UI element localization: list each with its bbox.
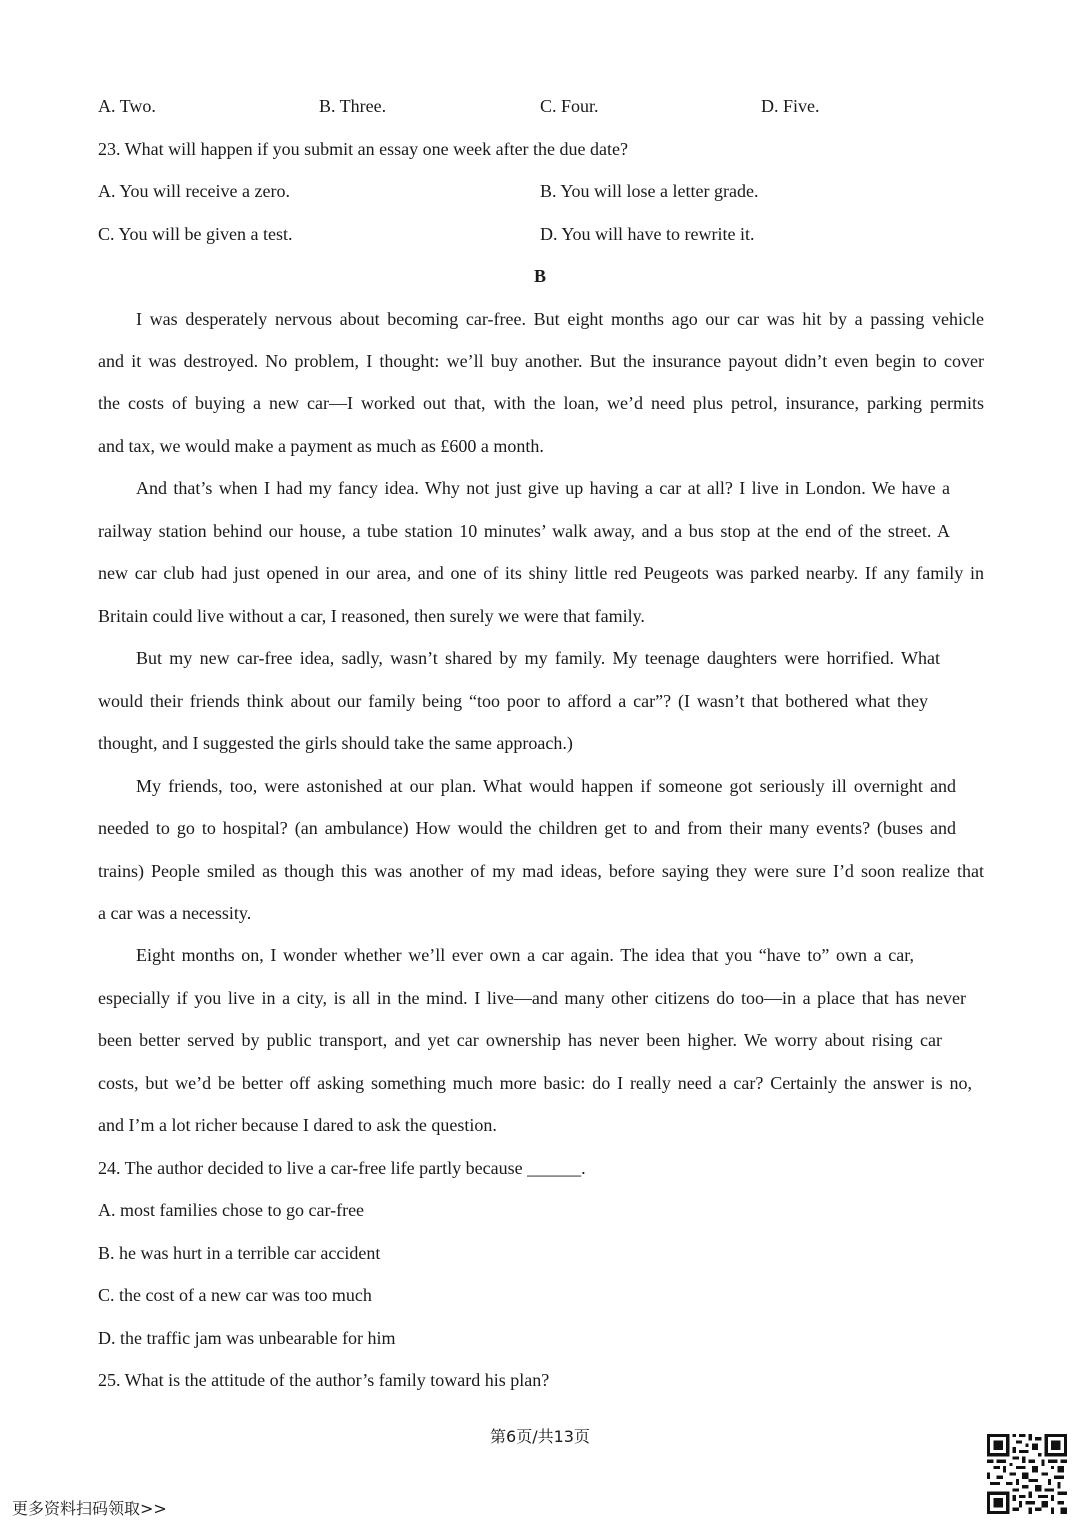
q23-option-a: A. You will receive a zero. xyxy=(98,181,290,201)
passage-line: And that’s when I had my fancy idea. Why not just give up having a car at all? I live in London. We have a xyxy=(136,478,950,498)
q22-option-c: C. Four. xyxy=(540,96,599,116)
q22-option-d: D. Five. xyxy=(761,96,820,116)
q24-option-b: B. he was hurt in a terrible car accident xyxy=(98,1243,381,1263)
q23-option-b: B. You will lose a letter grade. xyxy=(540,181,759,201)
passage-line: trains) People smiled as though this was another of my mad ideas, before saying they were sure I’d soon realize that xyxy=(98,861,984,881)
q24-option-a: A. most families chose to go car-free xyxy=(98,1200,365,1220)
passage-line: Britain could live without a car, I reasoned, then surely we were that family. xyxy=(98,606,645,626)
passage-line: and it was destroyed. No problem, I thought: we’ll buy another. But the insurance payout didn’t even begin to cover xyxy=(98,351,984,371)
passage-line: new car club had just opened in our area, and one of its shiny little red Peugeots was parked nearby. If any family in xyxy=(98,563,984,583)
passage-line: thought, and I suggested the girls should take the same approach.) xyxy=(98,733,573,753)
q22-option-a: A. Two. xyxy=(98,96,156,116)
passage-line: been better served by public transport, and yet car ownership has never been higher. We worry about rising car xyxy=(98,1030,942,1050)
passage-line: especially if you live in a city, is all in the mind. I live—and many other citizens do too—in a place that has never xyxy=(98,988,966,1008)
section-heading: B xyxy=(533,266,546,286)
more-materials-link[interactable]: 更多资料扫码领取>> xyxy=(12,1499,167,1518)
q22-option-b: B. Three. xyxy=(319,96,387,116)
passage-line: needed to go to hospital? (an ambulance) How would the children get to and from their many events? (buses and xyxy=(98,818,956,838)
passage-line: railway station behind our house, a tube station 10 minutes’ walk away, and a bus stop at the end of the street. A xyxy=(98,521,950,541)
q23-question: 23. What will happen if you submit an essay one week after the due date? xyxy=(98,139,628,159)
passage-line: a car was a necessity. xyxy=(98,903,252,923)
q23-option-c: C. You will be given a test. xyxy=(98,224,293,244)
passage-line: would their friends think about our family being “too poor to afford a car”? (I wasn’t that bothered what they xyxy=(98,691,928,711)
passage-line: Eight months on, I wonder whether we’ll ever own a car again. The idea that you “have to” own a car, xyxy=(136,945,914,965)
page-number: 第6页/共13页 xyxy=(490,1427,590,1446)
passage-line: and tax, we would make a payment as much as £600 a month. xyxy=(98,436,544,456)
passage-line: But my new car-free idea, sadly, wasn’t shared by my family. My teenage daughters were horrified. What xyxy=(136,648,940,668)
q24-option-d: D. the traffic jam was unbearable for him xyxy=(98,1328,396,1348)
passage-line: I was desperately nervous about becoming car-free. But eight months ago our car was hit by a passing vehicle xyxy=(136,309,984,329)
q23-option-d: D. You will have to rewrite it. xyxy=(540,224,755,244)
passage-line: and I’m a lot richer because I dared to ask the question. xyxy=(98,1115,497,1135)
q24-question: 24. The author decided to live a car-free life partly because ______. xyxy=(98,1158,586,1178)
q24-option-c: C. the cost of a new car was too much xyxy=(98,1285,372,1305)
qr-code-icon[interactable] xyxy=(987,1434,1067,1514)
q25-question: 25. What is the attitude of the author’s family toward his plan? xyxy=(98,1370,550,1390)
passage-line: the costs of buying a new car—I worked out that, with the loan, we’d need plus petrol, insurance, parking permits xyxy=(98,393,984,413)
passage-line: My friends, too, were astonished at our plan. What would happen if someone got seriously ill overnight and xyxy=(136,776,956,796)
passage-line: costs, but we’d be better off asking something much more basic: do I really need a car? Certainly the answer is no, xyxy=(98,1073,972,1093)
